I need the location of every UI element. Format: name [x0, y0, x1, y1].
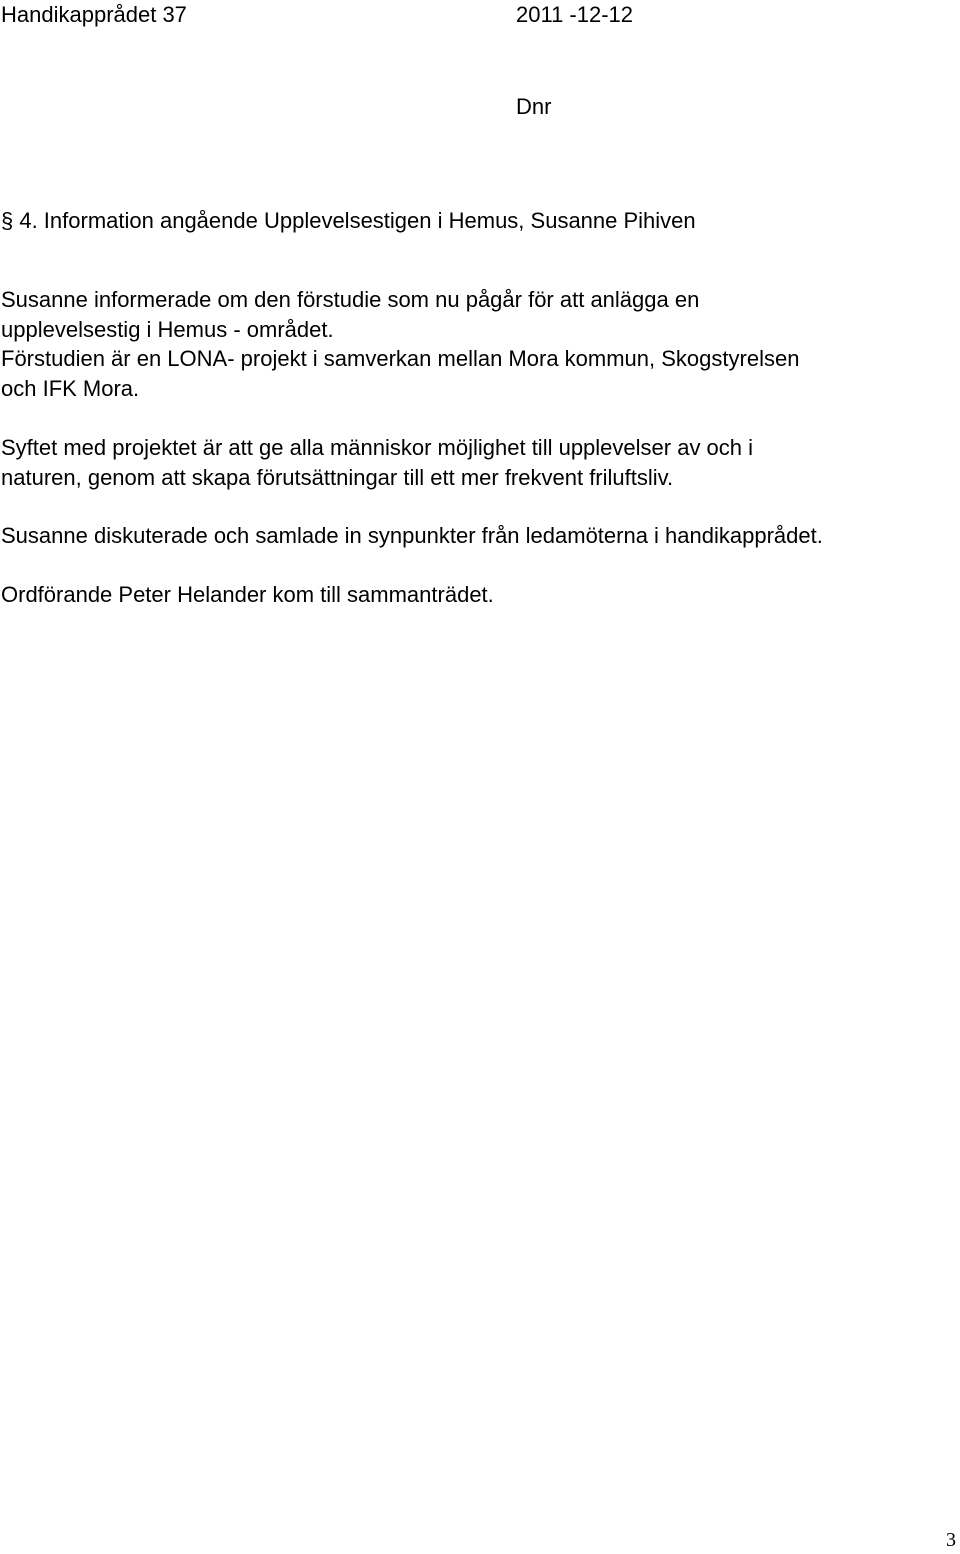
paragraph-line: upplevelsestig i Hemus - området.: [1, 316, 334, 342]
paragraph-line: Ordförande Peter Helander kom till sammanträdet.: [1, 582, 494, 607]
paragraph-line: Förstudien är en LONA- projekt i samverkan mellan Mora kommun, Skogstyrelsen: [1, 346, 800, 371]
page-number: 3: [946, 1529, 956, 1551]
section-heading: § 4. Information angående Upplevelsestigen i Hemus, Susanne Pihiven: [1, 208, 696, 233]
meeting-date: 2011 -12-12: [516, 2, 634, 27]
paragraph-line: och IFK Mora.: [1, 375, 140, 401]
committee-title: Handikapprådet 37: [1, 2, 187, 27]
paragraph-line: naturen, genom att skapa förutsättningar till ett mer frekvent friluftsliv.: [1, 464, 674, 490]
dnr-label: Dnr: [516, 94, 552, 119]
paragraph-purpose: [1, 433, 753, 492]
paragraph-line: Susanne informerade om den förstudie som nu pågår för att anlägga en: [1, 287, 700, 312]
paragraph-discussion: [1, 521, 823, 551]
paragraph-info: [1, 285, 799, 403]
paragraph-line: Susanne diskuterade och samlade in synpunkter från ledamöterna i handikapprådet.: [1, 523, 823, 548]
paragraph-chairman: [1, 580, 494, 610]
paragraph-line: Syftet med projektet är att ge alla människor möjlighet till upplevelser av och i: [1, 435, 754, 460]
